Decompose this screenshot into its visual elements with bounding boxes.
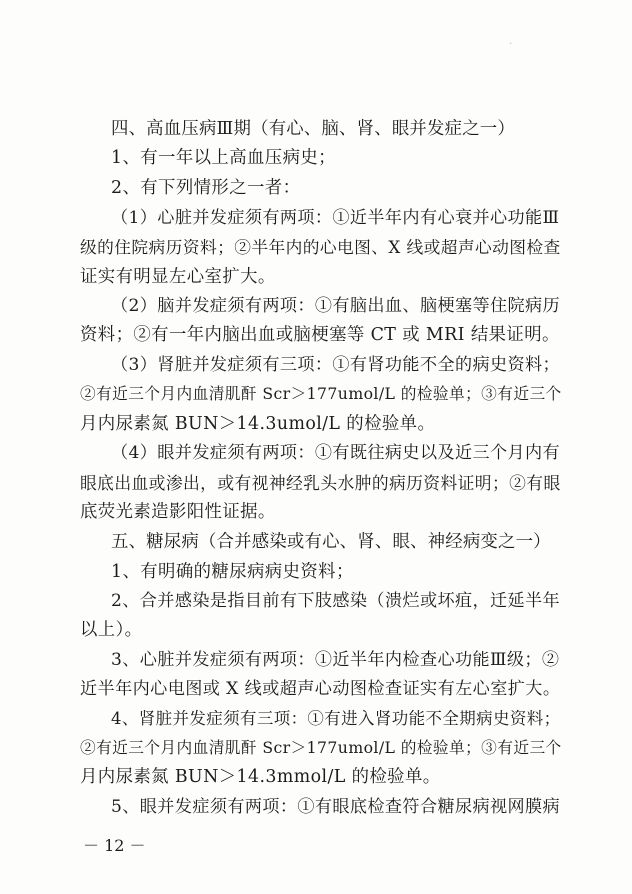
text-line: 1、有一年以上高血压病史；: [111, 148, 336, 168]
text-line: （1）心脏并发症须有两项：①近半年内有心衰并心功能Ⅲ: [111, 208, 560, 228]
text-line: 级的住院病历资料；②半年内的心电图、X 线或超声心动图检查: [80, 237, 561, 257]
text-line: 3、心脏并发症须有两项：①近半年内检查心功能Ⅲ级；②: [111, 650, 560, 670]
text-line: 5、眼并发症须有两项：①有眼底检查符合糖尿病视网膜病: [111, 797, 561, 817]
text-line: 月内尿素氮 BUN＞14.3umol/L 的检验单。: [80, 414, 436, 434]
text-line: 2、有下列情形之一者：: [111, 178, 301, 198]
text-line: 2、合并感染是指目前有下肢感染（溃烂或坏疽，迁延半年: [111, 591, 561, 611]
section-heading-diabetes: 五、糖尿病（合并感染或有心、肾、眼、神经病变之一）: [111, 532, 551, 552]
text-line: 以上）。: [80, 620, 143, 640]
text-line: （4）眼并发症须有两项：①有既往病史以及近三个月内有: [111, 443, 561, 463]
text-line: 证实有明显左心室扩大。: [80, 267, 276, 287]
scan-mark: ﾞ: [509, 43, 514, 53]
text-line: ②有近三个月内血清肌酐 Scr＞177umol/L 的检验单；③有近三个: [80, 738, 562, 757]
text-line: 底荧光素造影阳性证据。: [80, 502, 276, 522]
page-number: － 12 －: [83, 836, 146, 855]
text-line: 近半年内心电图或 X 线或超声心动图检查证实有左心室扩大。: [80, 679, 561, 699]
text-line: 1、有明确的糖尿病病史资料；: [111, 562, 354, 582]
text-line: 4、肾脏并发症须有三项：①有进入肾功能不全期病史资料；: [111, 709, 561, 728]
text-line: 资料；②有一年内脑出血或脑梗塞等 CT 或 MRI 结果证明。: [80, 325, 560, 345]
text-line: ②有近三个月内血清肌酐 Scr＞177umol/L 的检验单；③有近三个: [80, 384, 562, 403]
text-line: （2）脑并发症须有两项：①有脑出血、脑梗塞等住院病历: [111, 296, 561, 316]
text-line: 月内尿素氮 BUN＞14.3mmol/L 的检验单。: [80, 767, 441, 787]
text-line: （3）肾脏并发症须有三项：①有肾功能不全的病史资料；: [111, 355, 561, 375]
section-heading-hypertension: 四、高血压病Ⅲ期（有心、脑、肾、眼并发症之一）: [111, 119, 515, 139]
text-line: 眼底出血或渗出，或有视神经乳头水肿的病历资料证明；②有眼: [80, 473, 561, 493]
